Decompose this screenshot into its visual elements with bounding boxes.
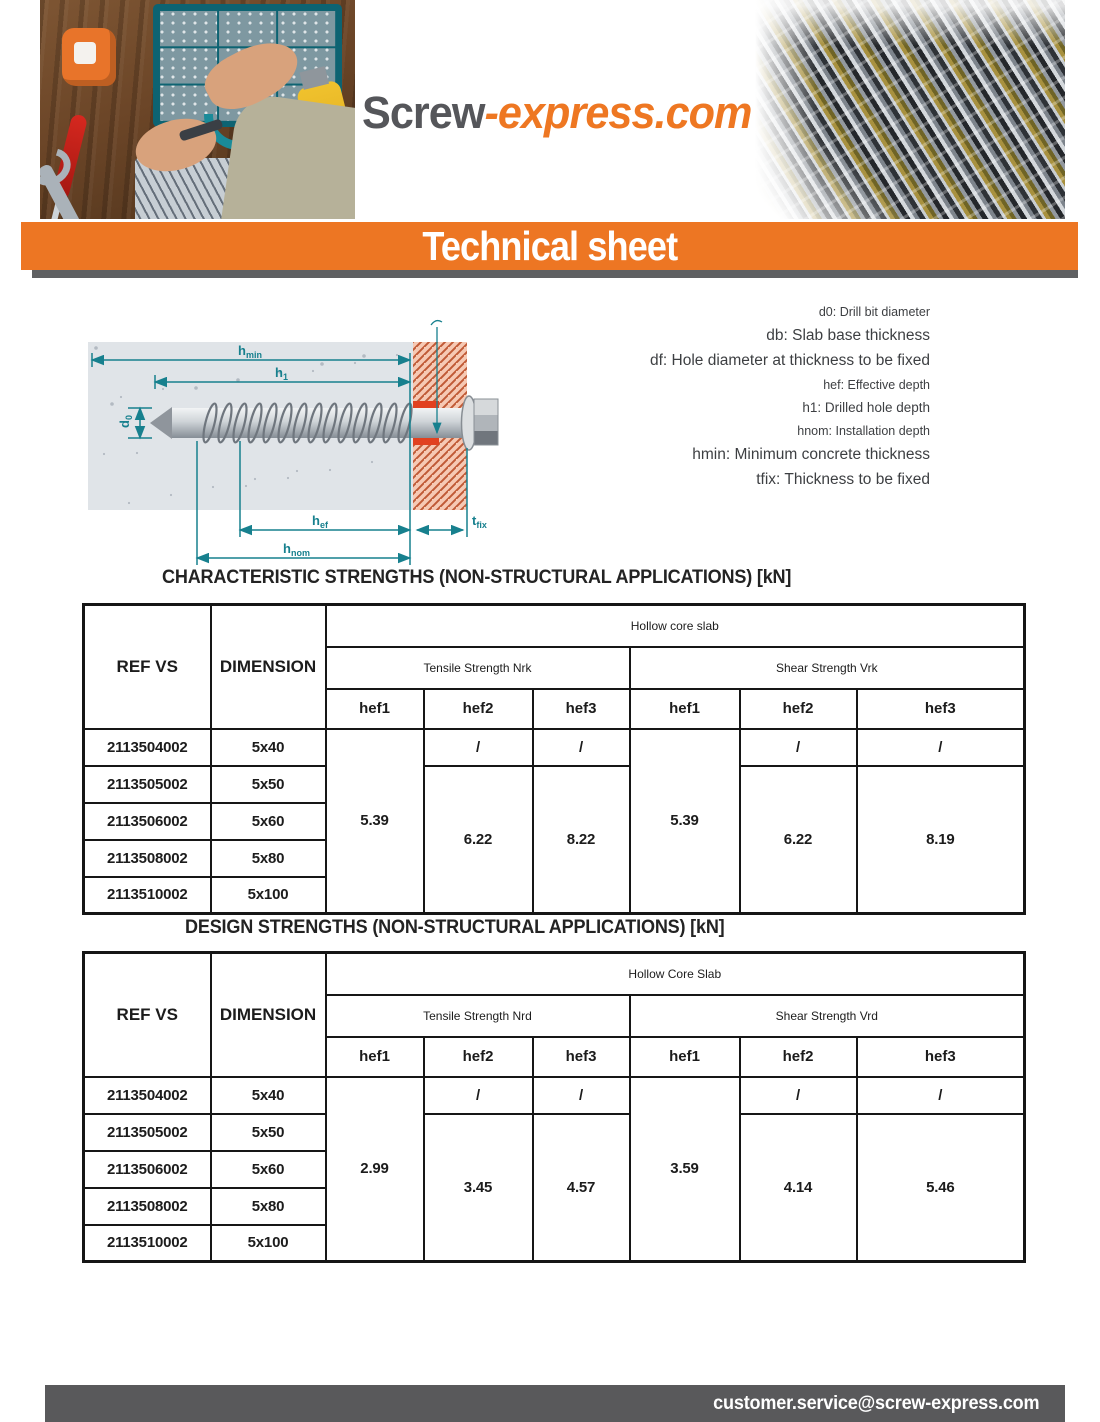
dimension-cell: 5x50 xyxy=(211,766,326,803)
characteristic-strengths-title: CHARACTERISTIC STRENGTHS (NON-STRUCTURAL APPLICATIONS) [kN] xyxy=(162,567,792,588)
col-header-ref: REF VS xyxy=(84,953,211,1077)
value-cell: 5.39 xyxy=(630,729,740,914)
ref-cell: 2113506002 xyxy=(84,1151,211,1188)
col-header-dimension: DIMENSION xyxy=(211,953,326,1077)
value-cell: / xyxy=(533,1077,630,1114)
tape-measure-image xyxy=(62,28,116,86)
ref-cell: 2113508002 xyxy=(84,840,211,877)
dimension-cell: 5x40 xyxy=(211,729,326,766)
col-header-hef: hef3 xyxy=(857,689,1025,729)
legend-line-hnom: hnom: Installation depth xyxy=(797,424,930,438)
legend-line-hef: hef: Effective depth xyxy=(823,378,930,392)
subheader-tensile: Tensile Strength Nrd xyxy=(326,995,630,1037)
value-cell: / xyxy=(424,1077,533,1114)
workbench-photo xyxy=(40,0,355,219)
subheader-shear: Shear Strength Vrk xyxy=(630,647,1025,689)
wrench-image xyxy=(40,163,83,219)
logo-text-orange: -express.com xyxy=(484,87,752,138)
banner xyxy=(21,222,1078,270)
value-cell: 4.14 xyxy=(740,1114,857,1262)
ref-cell: 2113505002 xyxy=(84,1114,211,1151)
col-header-hef: hef1 xyxy=(630,689,740,729)
value-cell: / xyxy=(740,1077,857,1114)
dimension-cell: 5x50 xyxy=(211,1114,326,1151)
ref-cell: 2113510002 xyxy=(84,877,211,914)
ref-cell: 2113504002 xyxy=(84,729,211,766)
col-header-hef: hef3 xyxy=(857,1037,1025,1077)
dimension-cell: 5x60 xyxy=(211,803,326,840)
footer-bar xyxy=(45,1385,1065,1422)
legend-line-h1: h1: Drilled hole depth xyxy=(802,400,930,415)
ref-cell: 2113504002 xyxy=(84,1077,211,1114)
value-cell: 8.19 xyxy=(857,766,1025,914)
anchor-diagram-svg xyxy=(80,315,510,570)
value-cell: / xyxy=(740,729,857,766)
banner-shadow xyxy=(32,270,1078,278)
subheader-tensile: Tensile Strength Nrk xyxy=(326,647,630,689)
col-header-hef: hef1 xyxy=(326,689,424,729)
ref-cell: 2113505002 xyxy=(84,766,211,803)
legend-line-d0: d0: Drill bit diameter xyxy=(818,305,930,319)
logo-text xyxy=(362,87,752,139)
hole-edge-bottom xyxy=(413,438,439,445)
screws-photo xyxy=(755,0,1065,219)
value-cell: / xyxy=(857,1077,1025,1114)
value-cell: / xyxy=(857,729,1025,766)
col-header-hef: hef3 xyxy=(533,1037,630,1077)
value-cell: 4.57 xyxy=(533,1114,630,1262)
page-title: Technical sheet xyxy=(422,222,677,269)
dim-label-hef: $h_{ef}$ xyxy=(312,513,328,530)
col-header-hef: hef3 xyxy=(533,689,630,729)
footer-email[interactable]: customer.service@screw-express.com xyxy=(712,1392,1039,1414)
subheader-shear: Shear Strength Vrd xyxy=(630,995,1025,1037)
value-cell: / xyxy=(533,729,630,766)
value-cell: 2.99 xyxy=(326,1077,424,1262)
ref-cell: 2113508002 xyxy=(84,1188,211,1225)
col-header-hef: hef1 xyxy=(630,1037,740,1077)
photo-fade xyxy=(755,0,1065,219)
dimension-cell: 5x80 xyxy=(211,1188,326,1225)
diagram-legend xyxy=(650,303,930,495)
group-header-hollow-core-slab: Hollow Core Slab xyxy=(326,953,1025,995)
col-header-dimension: DIMENSION xyxy=(211,605,326,729)
col-header-hef: hef1 xyxy=(326,1037,424,1077)
value-cell: 6.22 xyxy=(740,766,857,914)
dim-label-d0: $d_0$ xyxy=(117,415,134,428)
value-cell: 6.22 xyxy=(424,766,533,914)
group-header-hollow-core-slab: Hollow core slab xyxy=(326,605,1025,647)
value-cell: 3.59 xyxy=(630,1077,740,1262)
dim-label-hnom: $h_{nom}$ xyxy=(283,541,310,558)
legend-line-db: db: Slab base thickness xyxy=(766,327,930,344)
dimension-cell: 5x100 xyxy=(211,1225,326,1262)
table-row xyxy=(84,729,1025,766)
col-header-hef: hef2 xyxy=(424,1037,533,1077)
characteristic-strengths-table xyxy=(82,603,1026,915)
anchor-diagram xyxy=(80,315,510,570)
dim-label-h1: $h_1$ xyxy=(275,365,288,382)
dimension-cell: 5x100 xyxy=(211,877,326,914)
table-row xyxy=(84,1114,1025,1151)
hole-edge-top xyxy=(413,401,439,408)
legend-line-hmin: hmin: Minimum concrete thickness xyxy=(692,446,930,463)
design-strengths-table xyxy=(82,951,1026,1263)
ref-cell: 2113506002 xyxy=(84,803,211,840)
dim-label-hmin: $h_{min}$ xyxy=(238,343,262,360)
design-strengths-title: DESIGN STRENGTHS (NON-STRUCTURAL APPLICATIONS) [kN] xyxy=(185,917,725,938)
table-row xyxy=(84,1077,1025,1114)
value-cell: 3.45 xyxy=(424,1114,533,1262)
col-header-ref: REF VS xyxy=(84,605,211,729)
dimension-cell: 5x40 xyxy=(211,1077,326,1114)
ref-cell: 2113510002 xyxy=(84,1225,211,1262)
dimension-cell: 5x80 xyxy=(211,840,326,877)
table-row xyxy=(84,766,1025,803)
col-header-hef: hef2 xyxy=(740,689,857,729)
hex-head xyxy=(474,399,498,445)
legend-line-tfix: tfix: Thickness to be fixed xyxy=(756,471,930,488)
value-cell: / xyxy=(424,729,533,766)
col-header-hef: hef2 xyxy=(424,689,533,729)
dimension-cell: 5x60 xyxy=(211,1151,326,1188)
legend-line-df: df: Hole diameter at thickness to be fixed xyxy=(649,352,930,369)
value-cell: 5.39 xyxy=(326,729,424,914)
logo xyxy=(362,78,762,148)
logo-text-dark: Screw xyxy=(362,87,485,138)
dim-label-tfix: $t_{fix}$ xyxy=(472,513,487,530)
value-cell: 8.22 xyxy=(533,766,630,914)
col-header-hef: hef2 xyxy=(740,1037,857,1077)
value-cell: 5.46 xyxy=(857,1114,1025,1262)
